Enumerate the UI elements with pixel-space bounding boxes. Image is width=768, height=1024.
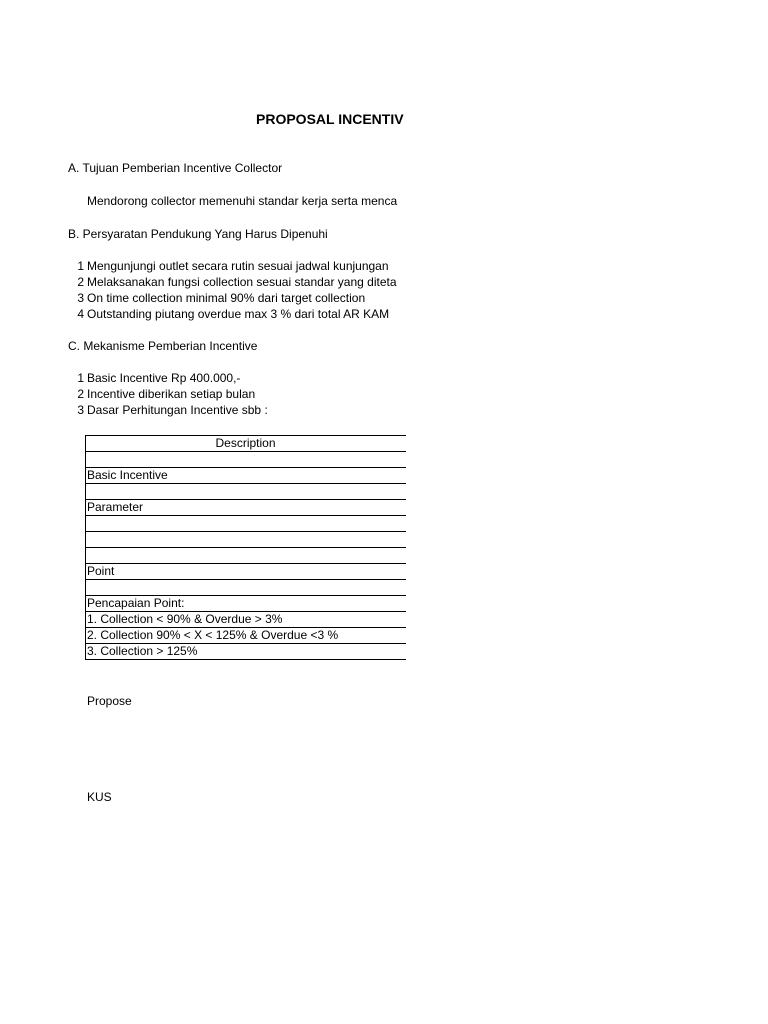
- table-row: [86, 484, 407, 500]
- table-row: [86, 564, 407, 580]
- section-a-body: Mendorong collector memenuhi standar kerja serta menca: [87, 194, 398, 208]
- table-cell: 3. Collection > 125%: [86, 644, 407, 660]
- table-cell: 1. Collection < 90% & Overdue > 3%: [86, 612, 407, 628]
- table-row: [86, 644, 407, 660]
- table-row: [86, 468, 407, 484]
- table-cell: Parameter: [86, 500, 407, 516]
- section-a-heading: A. Tujuan Pemberian Incentive Collector: [68, 161, 283, 175]
- section-c-item-text: Incentive diberikan setiap bulan: [87, 387, 256, 401]
- section-b-item-number: 3: [77, 291, 84, 305]
- section-c-item-text: Basic Incentive Rp 400.000,-: [87, 371, 241, 385]
- table-cell: [86, 484, 407, 500]
- table-row: [86, 500, 407, 516]
- section-c-item-number: 3: [77, 403, 84, 417]
- section-b-item-number: 4: [77, 307, 84, 321]
- section-b-item-number: 1: [77, 259, 84, 273]
- table-row: [86, 628, 407, 644]
- document-title: PROPOSAL INCENTIV: [256, 111, 404, 127]
- table-row: [86, 452, 407, 468]
- section-c-item-number: 2: [77, 387, 84, 401]
- table-cell: Basic Incentive: [86, 468, 407, 484]
- table-row: [86, 516, 407, 532]
- section-c-item-number: 1: [77, 371, 84, 385]
- table-cell: [86, 452, 407, 468]
- table-cell: [86, 532, 407, 548]
- table-cell: Pencapaian Point:: [86, 596, 407, 612]
- table-row: [86, 612, 407, 628]
- section-b-item-text: Melaksanakan fungsi collection sesuai standar yang diteta: [87, 275, 397, 289]
- section-c-item-text: Dasar Perhitungan Incentive sbb :: [87, 403, 268, 417]
- signatory-name: KUS: [87, 790, 112, 804]
- table-row: [86, 532, 407, 548]
- table-cell: Point: [86, 564, 407, 580]
- section-b-item-number: 2: [77, 275, 84, 289]
- table-row: [86, 580, 407, 596]
- table-cell: [86, 516, 407, 532]
- section-c-heading: C. Mekanisme Pemberian Incentive: [68, 339, 258, 353]
- table-cell: 2. Collection 90% < X < 125% & Overdue <3 %: [86, 628, 407, 644]
- table-cell: [86, 548, 407, 564]
- table-header-row: [86, 436, 407, 452]
- propose-label: Propose: [87, 694, 132, 708]
- section-b-item-text: Outstanding piutang overdue max 3 % dari total AR KAM: [87, 307, 390, 321]
- section-b-item-text: Mengunjungi outlet secara rutin sesuai jadwal kunjungan: [87, 259, 389, 273]
- table-row: [86, 596, 407, 612]
- table-cell: [86, 580, 407, 596]
- incentive-description-table: [85, 435, 406, 660]
- section-b-item-text: On time collection minimal 90% dari target collection: [87, 291, 366, 305]
- section-b-heading: B. Persyaratan Pendukung Yang Harus Dipenuhi: [68, 227, 328, 241]
- table-header-description: Description: [86, 436, 407, 452]
- table-row: [86, 548, 407, 564]
